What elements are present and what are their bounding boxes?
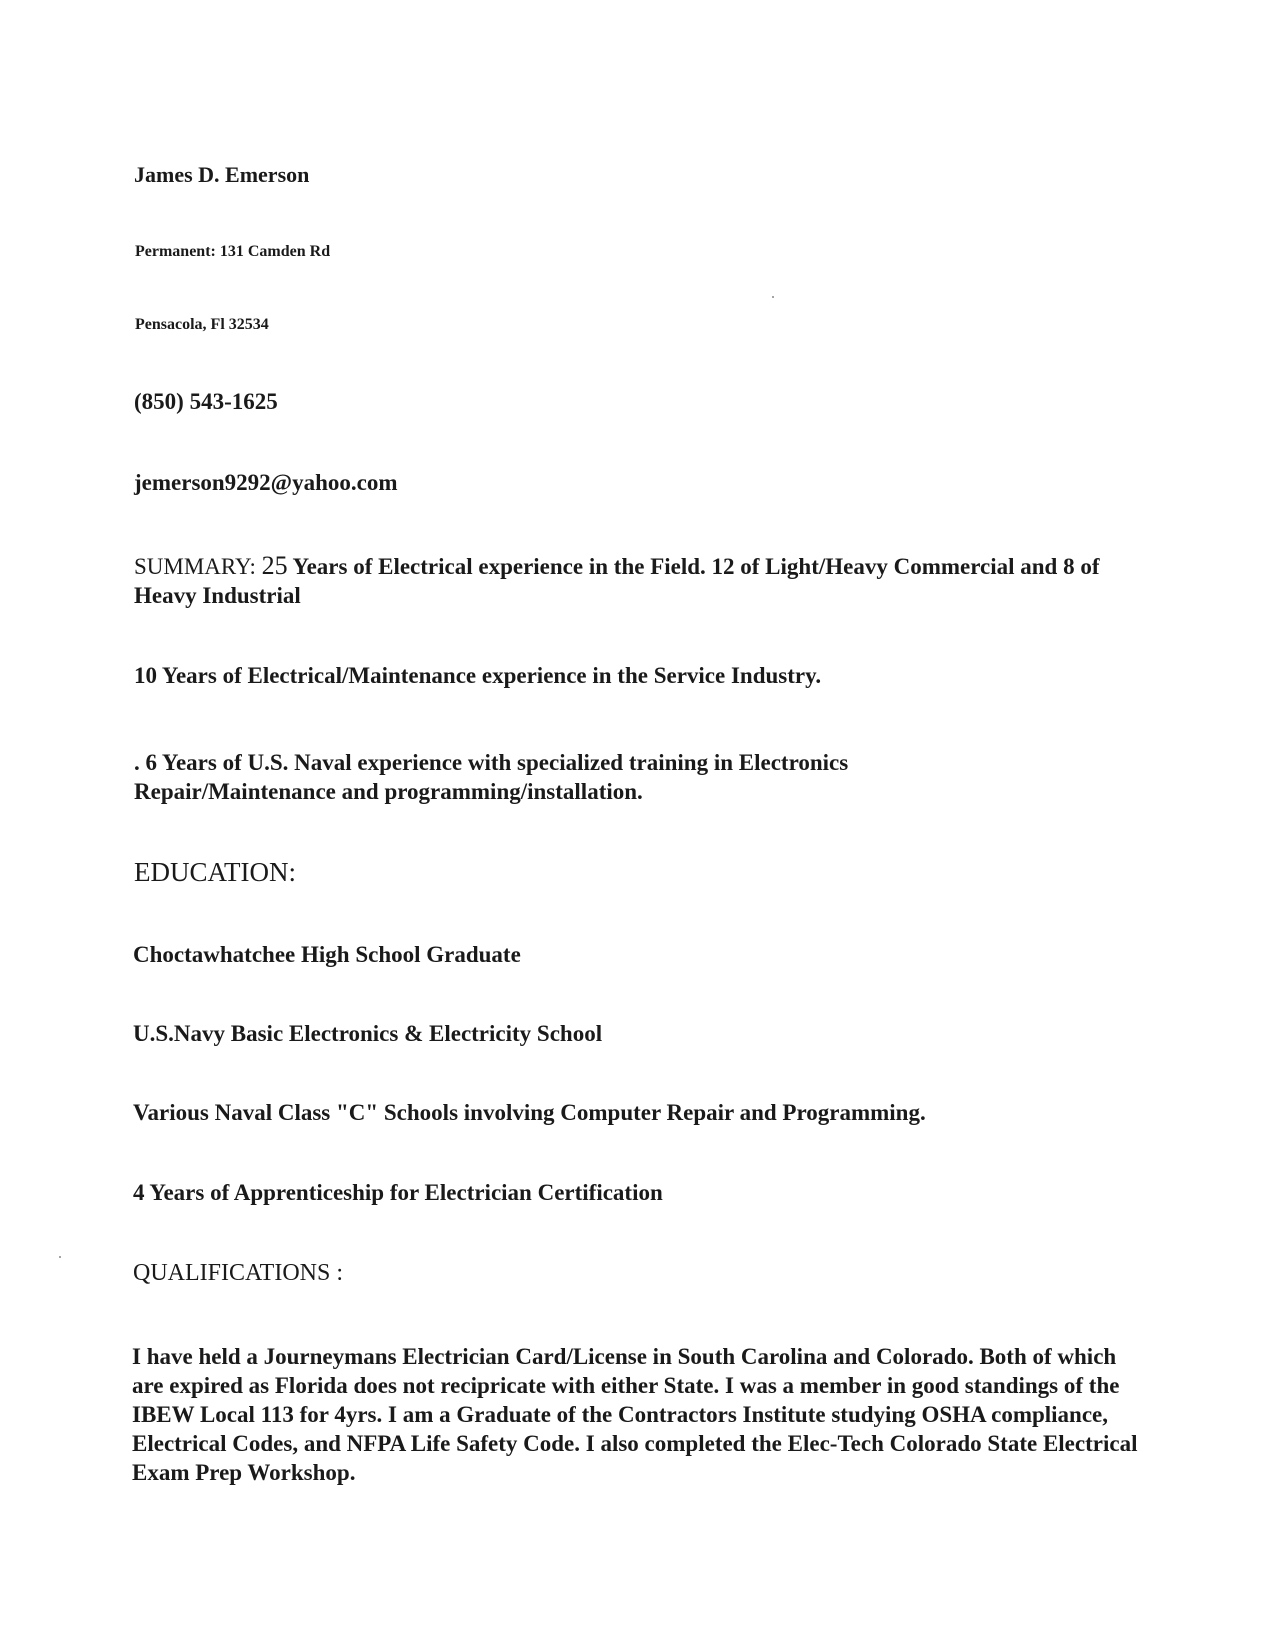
- applicant-name: James D. Emerson: [134, 162, 310, 187]
- education-heading: EDUCATION:: [134, 857, 296, 887]
- address-line-1: Permanent: 131 Camden Rd: [135, 243, 331, 260]
- qualifications-heading: QUALIFICATIONS :: [133, 1260, 343, 1286]
- phone-number: (850) 543-1625: [134, 389, 278, 414]
- education-item: Choctawhatchee High School Graduate: [133, 942, 521, 967]
- summary-years: 25: [261, 551, 288, 580]
- summary-label: SUMMARY:: [134, 554, 256, 579]
- naval-experience: . 6 Years of U.S. Naval experience with specialized training in Electronics Repair/Maintenance and programming/installation.: [134, 750, 849, 804]
- education-item: Various Naval Class "C" Schools involving Computer Repair and Programming.: [133, 1100, 926, 1125]
- email-address: jemerson9292@yahoo.com: [134, 470, 398, 495]
- summary-paragraph: [134, 551, 1154, 610]
- service-industry-experience: 10 Years of Electrical/Maintenance experience in the Service Industry.: [134, 663, 822, 688]
- education-item: U.S.Navy Basic Electronics & Electricity School: [133, 1021, 603, 1046]
- scan-speck: [59, 1256, 61, 1258]
- scan-speck: [772, 296, 774, 298]
- qualifications-paragraph: I have held a Journeymans Electrician Card/License in South Carolina and Colorado. Both of which are expired as Florida does not recipricate with either State. I was a member in good standings of the IBEW Local 113 for 4yrs. I am a Graduate of the Contractors Institute studying OSHA compliance, Electrical Codes, and NFPA Life Safety Code. I also completed the Elec-Tech Colorado State Electrical Exam Prep Workshop.: [132, 1344, 1138, 1485]
- summary-text: Years of Electrical experience in the Field. 12 of Light/Heavy Commercial and 8 of Heavy Industrial: [134, 554, 1100, 608]
- education-item: 4 Years of Apprenticeship for Electrician Certification: [133, 1180, 663, 1205]
- address-line-2: Pensacola, Fl 32534: [135, 316, 269, 333]
